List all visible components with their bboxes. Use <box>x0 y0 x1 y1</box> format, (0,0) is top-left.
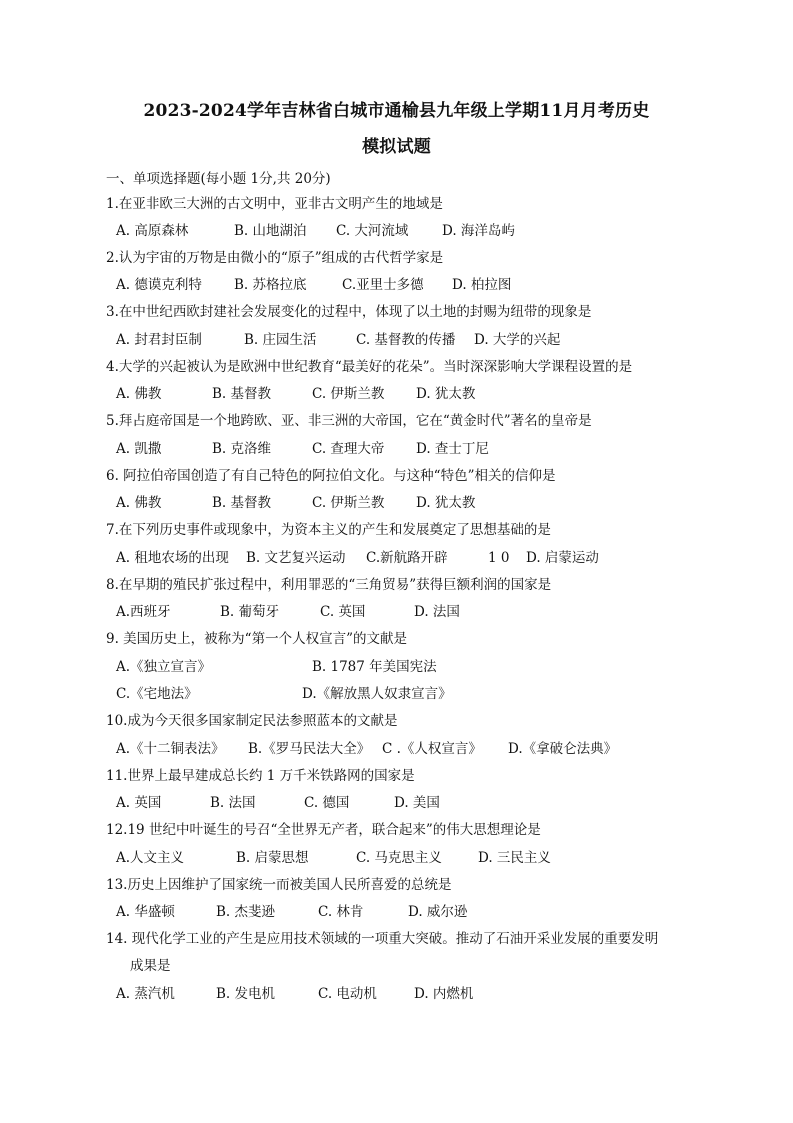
option-c: C. 英国 <box>320 604 366 620</box>
option-a: A.《独立宣言》 <box>116 659 212 675</box>
question-14: 14. 现代化学工业的产生是应用技术领域的一项重大突破。推动了石油开采业发展的重要发明 <box>106 931 659 947</box>
option-a: A. 英国 <box>116 795 162 811</box>
question-6: 6. 阿拉伯帝国创造了有自己特色的阿拉伯文化。与这种“特色”相关的信仰是 <box>106 468 556 484</box>
option-c: C. 林肯 <box>318 904 364 920</box>
option-d: D. 柏拉图 <box>452 277 512 293</box>
option-d: D.《拿破仑法典》 <box>508 741 618 757</box>
question-12: 12.19 世纪中叶诞生的号召“全世界无产者，联合起来”的伟大思想理论是 <box>106 822 541 838</box>
question-13: 13.历史上因维护了国家统一而被美国人民所喜爱的总统是 <box>106 877 452 893</box>
option-b: B. 山地湖泊 <box>234 223 307 239</box>
option-c: C. 伊斯兰教 <box>312 495 385 511</box>
exam-title-line-2: 模拟试题 <box>362 137 431 157</box>
option-a: A. 凯撒 <box>116 441 162 457</box>
option-d: D. 威尔逊 <box>408 904 468 920</box>
question-1: 1.在亚非欧三大洲的古文明中，亚非古文明产生的地域是 <box>106 196 443 212</box>
option-a: A. 佛教 <box>116 495 162 511</box>
option-a: A. 封君封臣制 <box>116 332 202 348</box>
option-a: A. 蒸汽机 <box>116 986 175 1002</box>
option-c: C. 查理大帝 <box>312 441 385 457</box>
option-a: A. 德谟克利特 <box>116 277 202 293</box>
option-a: A.西班牙 <box>116 604 171 620</box>
option-d: D. 查士丁尼 <box>416 441 489 457</box>
option-a: A.人文主义 <box>116 850 185 866</box>
question-7: 7.在下列历史事件或现象中，为资本主义的产生和发展奠定了思想基础的是 <box>106 522 551 538</box>
option-b: B. 文艺复兴运动 <box>246 550 346 566</box>
option-c: C. 电动机 <box>318 986 377 1002</box>
option-d: D. 海洋岛屿 <box>442 223 515 239</box>
question-14-continuation: 成果是 <box>130 958 171 974</box>
stray-mark: 1 0 <box>488 550 510 566</box>
question-11: 11.世界上最早建成总长约 1 万千米铁路网的国家是 <box>106 768 415 784</box>
question-2: 2.认为宇宙的万物是由微小的“原子”组成的古代哲学家是 <box>106 250 444 266</box>
option-c: C.新航路开辟 <box>366 550 448 566</box>
option-c: C. 德国 <box>304 795 350 811</box>
option-b: B. 1787 年美国宪法 <box>312 659 437 675</box>
option-d: D. 法国 <box>414 604 460 620</box>
option-b: B.《罗马民法大全》 <box>248 741 371 757</box>
option-c: C.《宅地法》 <box>116 686 198 702</box>
option-b: B. 葡萄牙 <box>220 604 280 620</box>
question-4: 4.大学的兴起被认为是欧洲中世纪教育“最美好的花朵”。当时深深影响大学课程设置的是 <box>106 359 633 375</box>
option-b: B. 杰斐逊 <box>216 904 276 920</box>
option-d: D. 犹太教 <box>416 495 476 511</box>
option-c: C .《人权宣言》 <box>382 741 482 757</box>
option-c: C. 基督教的传播 <box>356 332 456 348</box>
option-d: D.《解放黑人奴隶宣言》 <box>302 686 452 702</box>
option-b: B. 基督教 <box>212 386 272 402</box>
option-c: C. 大河流域 <box>336 223 409 239</box>
question-10: 10.成为今天很多国家制定民法参照蓝本的文献是 <box>106 713 398 729</box>
option-c: C.亚里士多德 <box>342 277 424 293</box>
option-c: C. 马克思主义 <box>356 850 442 866</box>
section-heading: 一、单项选择题(每小题 1分,共 20分) <box>106 171 331 187</box>
option-d: D. 美国 <box>394 795 440 811</box>
option-b: B. 克洛维 <box>212 441 272 457</box>
option-b: B. 苏格拉底 <box>234 277 307 293</box>
option-a: A. 高原森林 <box>116 223 189 239</box>
option-a: A. 佛教 <box>116 386 162 402</box>
option-d: D. 犹太教 <box>416 386 476 402</box>
question-9: 9. 美国历史上，被称为“第一个人权宣言”的文献是 <box>106 631 407 647</box>
option-a: A. 华盛顿 <box>116 904 175 920</box>
option-a: A.《十二铜表法》 <box>116 741 225 757</box>
option-b: B. 发电机 <box>216 986 276 1002</box>
option-b: B. 庄园生活 <box>244 332 317 348</box>
option-b: B. 启蒙思想 <box>236 850 309 866</box>
exam-title-line-1: 2023-2024学年吉林省白城市通榆县九年级上学期11月月考历史 <box>143 101 650 121</box>
option-b: B. 基督教 <box>212 495 272 511</box>
option-d: D. 启蒙运动 <box>526 550 599 566</box>
option-d: D. 内燃机 <box>414 986 474 1002</box>
question-5: 5.拜占庭帝国是一个地跨欧、亚、非三洲的大帝国，它在“黄金时代”著名的皇帝是 <box>106 413 592 429</box>
option-d: D. 三民主义 <box>478 850 551 866</box>
option-b: B. 法国 <box>210 795 256 811</box>
option-c: C. 伊斯兰教 <box>312 386 385 402</box>
option-a: A. 租地农场的出现 <box>116 550 229 566</box>
question-8: 8.在早期的殖民扩张过程中，利用罪恶的“三角贸易”获得巨额利润的国家是 <box>106 577 552 593</box>
option-d: D. 大学的兴起 <box>474 332 561 348</box>
question-3: 3.在中世纪西欧封建社会发展变化的过程中，体现了以土地的封赐为纽带的现象是 <box>106 304 592 320</box>
